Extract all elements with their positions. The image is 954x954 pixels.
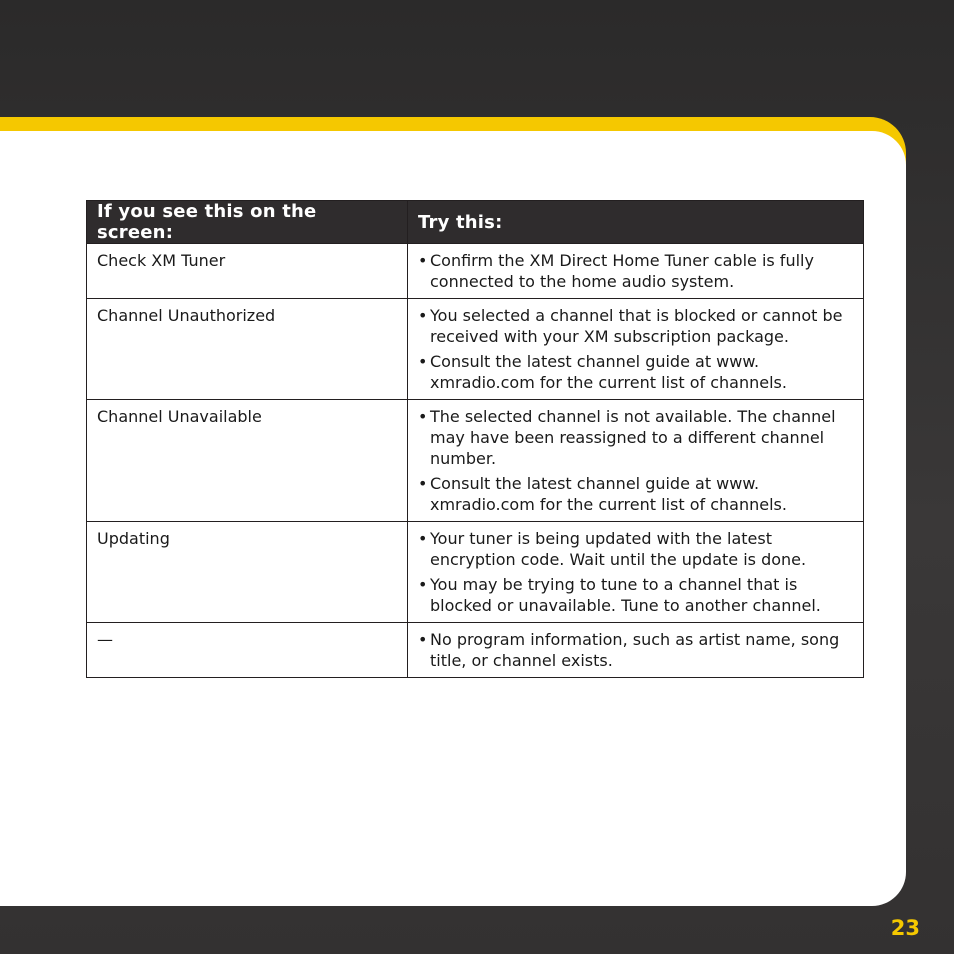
table-row (87, 400, 864, 522)
solution-cell (408, 244, 864, 299)
column-header-try-this: Try this: (408, 201, 864, 244)
table-row (87, 299, 864, 400)
column-header-screen-message: If you see this on the screen: (87, 201, 408, 244)
solution-item: • The selected channel is not available. The channel may have been reassigned to a different channel number. (418, 406, 857, 469)
message-cell: — (87, 623, 408, 678)
solution-item: • You selected a channel that is blocked or cannot be received with your XM subscription package. (418, 305, 857, 347)
solution-list (418, 250, 857, 292)
troubleshooting-table (86, 200, 864, 678)
table-row (87, 623, 864, 678)
message-cell: Updating (87, 522, 408, 623)
message-cell: Channel Unavailable (87, 400, 408, 522)
solution-item: • Confirm the XM Direct Home Tuner cable is fully connected to the home audio system. (418, 250, 857, 292)
message-cell: Channel Unauthorized (87, 299, 408, 400)
solution-cell (408, 400, 864, 522)
solution-item: • No program information, such as artist name, song title, or channel exists. (418, 629, 857, 671)
solution-list (418, 406, 857, 515)
table-row (87, 244, 864, 299)
solution-list (418, 629, 857, 671)
solution-item: • You may be trying to tune to a channel that is blocked or unavailable. Tune to another channel. (418, 574, 857, 616)
solution-cell (408, 522, 864, 623)
solution-list (418, 528, 857, 616)
message-cell: Check XM Tuner (87, 244, 408, 299)
solution-item: • Consult the latest channel guide at www. xmradio.com for the current list of channels. (418, 351, 857, 393)
page-number: 23 (890, 916, 920, 940)
solution-item: • Your tuner is being updated with the latest encryption code. Wait until the update is done. (418, 528, 857, 570)
solution-cell (408, 623, 864, 678)
table-header-row (87, 201, 864, 244)
solution-list (418, 305, 857, 393)
solution-item: • Consult the latest channel guide at www. xmradio.com for the current list of channels. (418, 473, 857, 515)
solution-cell (408, 299, 864, 400)
table-row (87, 522, 864, 623)
